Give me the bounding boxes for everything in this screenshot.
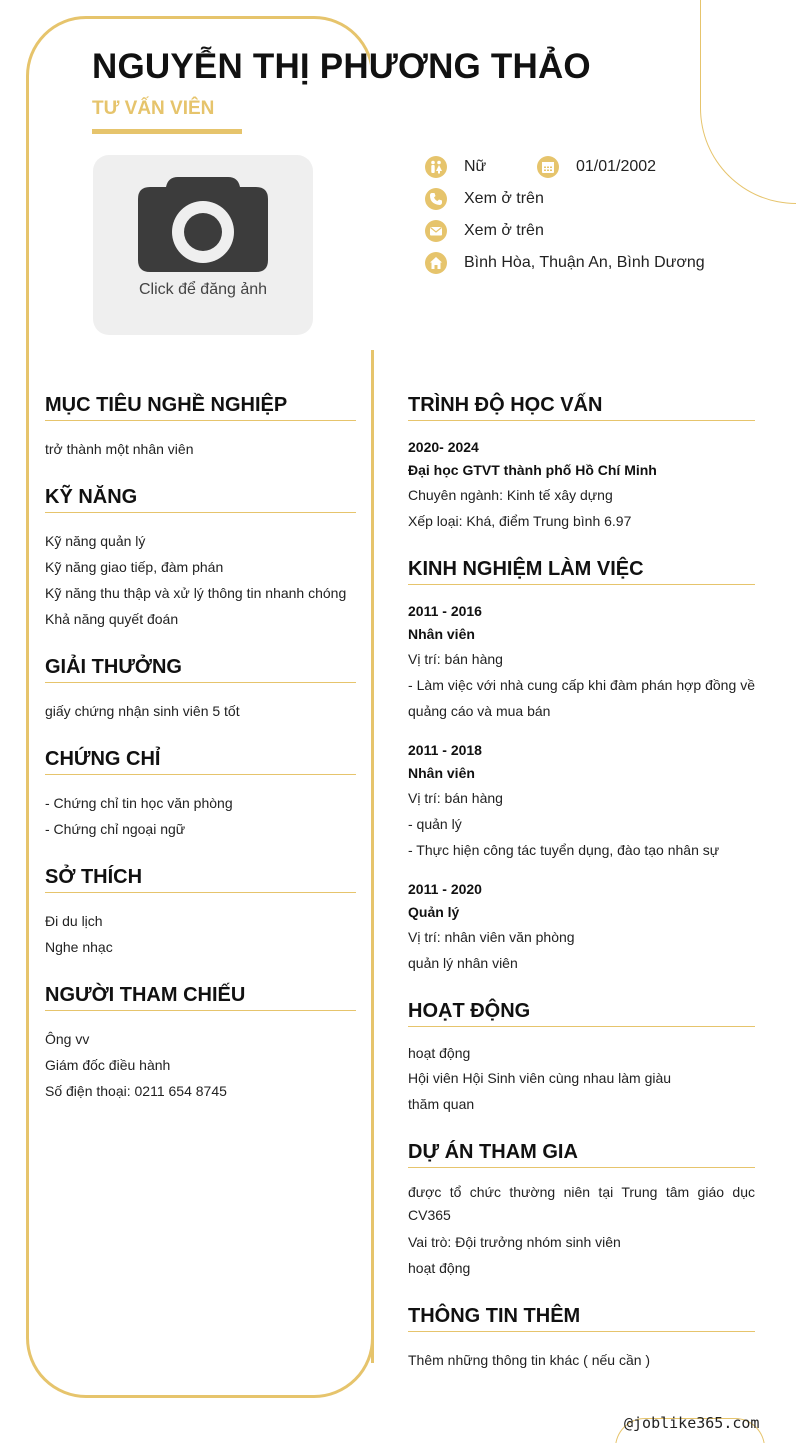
- job-line: - Thực hiện công tác tuyển dụng, đào tạo nhân sự: [408, 842, 720, 858]
- activity-item: hoạt động: [408, 1045, 471, 1061]
- experience-heading: KINH NGHIỆM LÀM VIỆC: [408, 558, 644, 580]
- candidate-name: NGUYỄN THỊ PHƯƠNG THẢO: [92, 47, 591, 86]
- activity-item: thăm quan: [408, 1096, 475, 1112]
- skills-rule: [45, 512, 356, 513]
- job-period: 2011 - 2018: [408, 742, 482, 758]
- skill-item: Khả năng quyết đoán: [45, 611, 179, 627]
- photo-caption: Click để đăng ảnh: [138, 281, 268, 298]
- project-item: Vai trò: Đội trưởng nhóm sinh viên: [408, 1234, 621, 1250]
- cert-item: - Chứng chỉ tin học văn phòng: [45, 795, 233, 811]
- awards-rule: [45, 682, 356, 683]
- job-period: 2011 - 2020: [408, 881, 482, 897]
- reference-item: Số điện thoại: 0211 654 8745: [45, 1083, 227, 1099]
- skill-item: Kỹ năng thu thập và xử lý thông tin nhanh chóng: [45, 585, 347, 601]
- extra-text: Thêm những thông tin khác ( nếu cần ): [408, 1352, 651, 1368]
- title-underline: [92, 129, 242, 134]
- dob-value: 01/01/2002: [576, 158, 657, 175]
- activities-heading: HOẠT ĐỘNG: [408, 1000, 531, 1022]
- job-line: - quản lý: [408, 816, 462, 832]
- projects-rule: [408, 1167, 755, 1168]
- activity-item: Hội viên Hội Sinh viên cùng nhau làm giàu: [408, 1070, 672, 1086]
- corner-decoration: [700, 0, 796, 204]
- activities-rule: [408, 1026, 755, 1027]
- project-item: được tổ chức thường niên tại Trung tâm giáo dục CV365: [408, 1184, 755, 1223]
- gender-value: Nữ: [464, 158, 487, 175]
- education-period: 2020- 2024: [408, 439, 479, 455]
- calendar-icon: [537, 156, 559, 178]
- hobby-item: Nghe nhạc: [45, 939, 113, 955]
- job-title: TƯ VẤN VIÊN: [92, 98, 215, 119]
- job-role: Nhân viên: [408, 626, 475, 642]
- camera-icon: [138, 177, 268, 272]
- awards-text: giấy chứng nhận sinh viên 5 tốt: [45, 703, 240, 719]
- extra-rule: [408, 1331, 755, 1332]
- certs-rule: [45, 774, 356, 775]
- job-role: Quản lý: [408, 904, 460, 920]
- objective-heading: MỤC TIÊU NGHỀ NGHIỆP: [45, 394, 288, 416]
- photo-upload[interactable]: [93, 155, 313, 335]
- objective-text: trở thành một nhân viên: [45, 441, 194, 457]
- email-value: Xem ở trên: [464, 222, 544, 239]
- project-item: hoạt động: [408, 1260, 471, 1276]
- home-icon: [425, 252, 447, 274]
- reference-rule: [45, 1010, 356, 1011]
- awards-heading: GIẢI THƯỞNG: [45, 656, 182, 678]
- extra-heading: THÔNG TIN THÊM: [408, 1305, 581, 1327]
- reference-item: Giám đốc điều hành: [45, 1057, 171, 1073]
- education-heading: TRÌNH ĐỘ HỌC VẤN: [408, 394, 603, 416]
- phone-icon: [425, 188, 447, 210]
- cert-item: - Chứng chỉ ngoại ngữ: [45, 821, 186, 837]
- education-grade: Xếp loại: Khá, điểm Trung bình 6.97: [408, 513, 632, 529]
- education-rule: [408, 420, 755, 421]
- job-role: Nhân viên: [408, 765, 475, 781]
- skills-heading: KỸ NĂNG: [45, 486, 138, 508]
- hobbies-rule: [45, 892, 356, 893]
- job-period: 2011 - 2016: [408, 603, 482, 619]
- projects-heading: DỰ ÁN THAM GIA: [408, 1141, 578, 1163]
- experience-rule: [408, 584, 755, 585]
- address-value: Bình Hòa, Thuận An, Bình Dương: [464, 254, 705, 271]
- job-line: quản lý nhân viên: [408, 955, 518, 971]
- job-line: Vị trí: bán hàng: [408, 790, 503, 806]
- certs-heading: CHỨNG CHỈ: [45, 748, 161, 770]
- job-line: Vị trí: nhân viên văn phòng: [408, 929, 575, 945]
- skill-item: Kỹ năng giao tiếp, đàm phán: [45, 559, 224, 575]
- hobbies-heading: SỞ THÍCH: [45, 866, 143, 888]
- reference-item: Ông vv: [45, 1031, 90, 1047]
- job-line: Vị trí: bán hàng: [408, 651, 503, 667]
- hobby-item: Đi du lịch: [45, 913, 103, 929]
- objective-rule: [45, 420, 356, 421]
- gender-icon: [425, 156, 447, 178]
- job-line: - Làm việc với nhà cung cấp khi đàm phán hợp đồng về quảng cáo và mua bán: [408, 677, 755, 719]
- email-icon: [425, 220, 447, 242]
- column-divider: [371, 353, 374, 1363]
- reference-heading: NGƯỜI THAM CHIẾU: [45, 984, 246, 1006]
- education-school: Đại học GTVT thành phố Hồ Chí Minh: [408, 462, 657, 478]
- watermark: @joblike365.com: [624, 1414, 760, 1432]
- phone-value: Xem ở trên: [464, 190, 544, 207]
- education-major: Chuyên ngành: Kinh tế xây dựng: [408, 487, 613, 503]
- skill-item: Kỹ năng quản lý: [45, 533, 146, 549]
